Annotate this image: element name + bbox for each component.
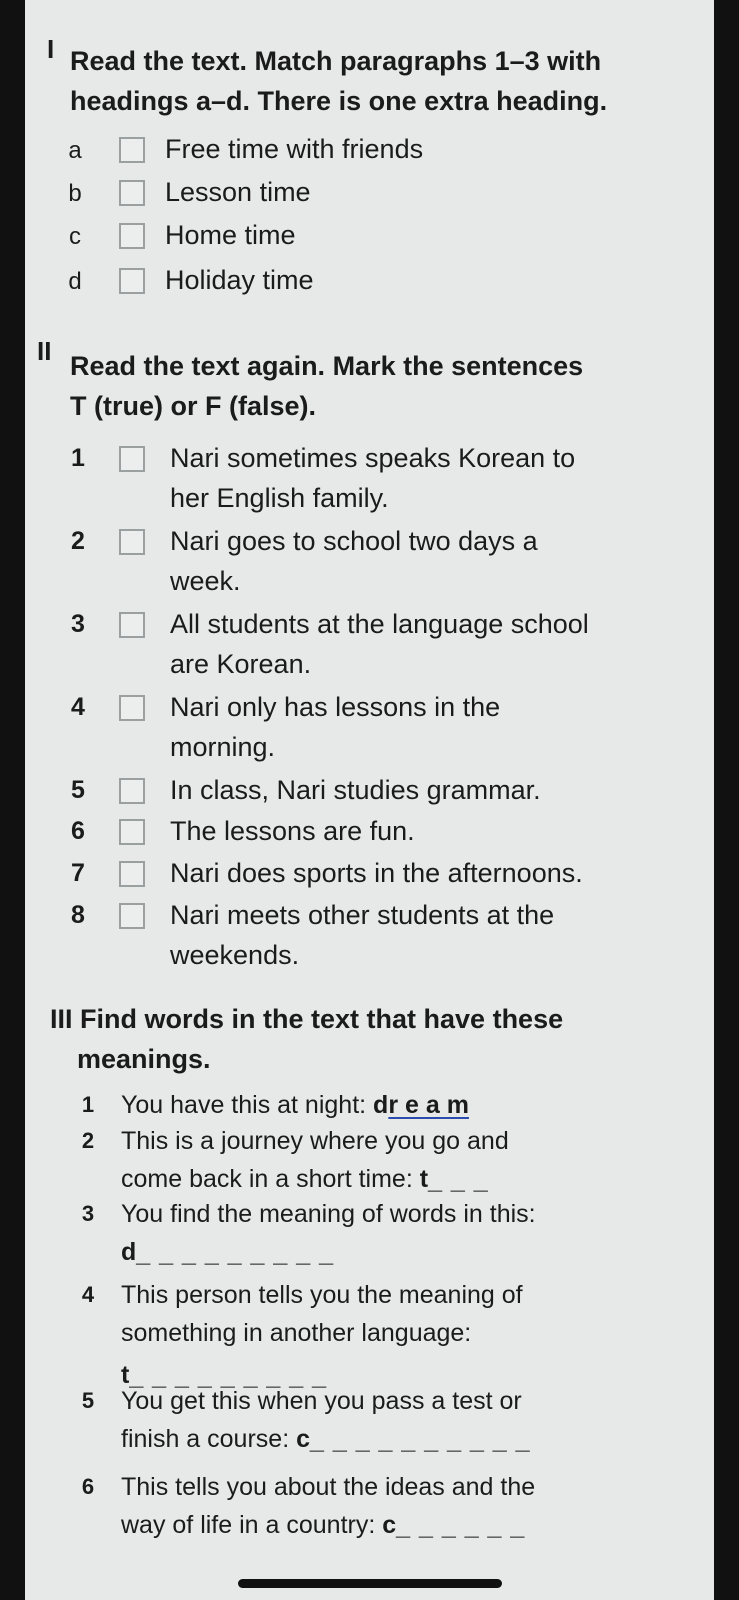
heading-option-c: [25, 214, 714, 256]
statement-text-line2: weekends.: [170, 940, 300, 970]
heading-option-b: [25, 171, 714, 213]
meaning-text-line1: You get this when you pass a test or: [121, 1387, 522, 1415]
meaning-6: [25, 1466, 714, 1550]
section-1-numeral: I: [47, 34, 55, 64]
home-indicator[interactable]: [238, 1579, 502, 1588]
option-letter: a: [68, 137, 82, 164]
meaning-text-line1: This tells you about the ideas and the: [121, 1473, 536, 1501]
meaning-number: 3: [81, 1201, 95, 1226]
section-1-instruction-line1: Read the text. Match paragraphs 1–3 with: [70, 46, 602, 76]
meaning-2: [25, 1120, 714, 1204]
statement-number: 4: [71, 693, 85, 721]
statement-number: 1: [71, 444, 85, 472]
start-letter: t: [121, 1361, 130, 1389]
tf-box[interactable]: [119, 529, 145, 555]
answer-box[interactable]: [119, 180, 145, 206]
filled-answer[interactable]: r e a m: [388, 1091, 469, 1119]
statement-text-line1: All students at the language school: [170, 609, 589, 639]
section-2-instruction-line2: T (true) or F (false).: [70, 391, 317, 421]
meaning-text-line1: You find the meaning of words in this:: [121, 1200, 536, 1228]
tf-box[interactable]: [119, 695, 145, 721]
meaning-5: [25, 1380, 714, 1464]
tf-box[interactable]: [119, 446, 145, 472]
statement-5: [25, 769, 714, 811]
start-letter: t: [419, 1165, 429, 1193]
section-1-instruction-line2: headings a–d. There is one extra heading.: [70, 86, 608, 116]
statement-number: 5: [71, 776, 85, 804]
meaning-number: 6: [81, 1474, 95, 1499]
tf-box[interactable]: [119, 819, 145, 845]
meaning-number: 2: [81, 1128, 95, 1153]
start-letter: c: [296, 1425, 310, 1453]
meaning-text-line2: [121, 1231, 334, 1273]
tf-box[interactable]: [119, 903, 145, 929]
statement-8: [25, 894, 714, 978]
worksheet-page: [25, 0, 714, 1600]
answer-blank[interactable]: _ _ _ _ _ _ _ _ _: [136, 1238, 334, 1266]
statement-text-line2: week.: [170, 566, 241, 596]
statement-1: [25, 437, 714, 521]
meaning-text-line2: come back in a short time: t_ _ _: [121, 1165, 489, 1193]
heading-option-d: [25, 259, 714, 301]
meaning-number: 4: [81, 1282, 95, 1307]
statement-text-line1: Nari only has lessons in the: [170, 692, 501, 722]
statement-number: 6: [71, 817, 85, 845]
statement-3: [25, 603, 714, 687]
statement-text-line1: Nari goes to school two days a: [170, 526, 538, 556]
option-text: Holiday time: [165, 265, 314, 295]
meaning-number: 1: [81, 1092, 95, 1117]
option-letter: b: [68, 180, 82, 207]
answer-box[interactable]: [119, 268, 145, 294]
answer-blank[interactable]: _ _ _ _ _ _ _ _ _ _: [310, 1425, 531, 1453]
meaning-text-line2: something in another language:: [121, 1319, 472, 1347]
meaning-text-line1: This is a journey where you go and: [121, 1127, 509, 1155]
statement-2: [25, 520, 714, 604]
tf-box[interactable]: [119, 612, 145, 638]
section-3-instruction-line2: meanings.: [77, 1044, 211, 1074]
answer-blank[interactable]: _ _ _ _ _ _: [396, 1511, 526, 1539]
statement-text-line1: Nari sometimes speaks Korean to: [170, 443, 576, 473]
statement-4: [25, 686, 714, 770]
section-2-instruction-line1: Read the text again. Mark the sentences: [70, 351, 584, 381]
statement-number: 2: [71, 527, 85, 555]
statement-6: [25, 810, 714, 852]
meaning-text-line2: way of life in a country: c_ _ _ _ _ _: [121, 1511, 526, 1539]
tf-box[interactable]: [119, 861, 145, 887]
meaning-number: 5: [81, 1388, 95, 1413]
statement-number: 3: [71, 610, 85, 638]
statement-text-line2: her English family.: [170, 483, 389, 513]
option-letter: c: [69, 223, 81, 250]
statement-text-line1: Nari meets other students at the: [170, 900, 555, 930]
meaning-text-line2: finish a course: c_ _ _ _ _ _ _ _ _ _: [121, 1425, 531, 1453]
section-2-numeral: II: [37, 336, 52, 366]
statement-text-line1: The lessons are fun.: [170, 816, 415, 846]
option-letter: d: [68, 268, 82, 295]
meaning-text: You have this at night: dr e a m: [121, 1091, 469, 1119]
statement-text-line1: In class, Nari studies grammar.: [170, 775, 541, 805]
section-3-numeral: III: [50, 1004, 73, 1034]
start-letter: c: [382, 1511, 397, 1539]
answer-box[interactable]: [119, 223, 145, 249]
meaning-3: [25, 1193, 714, 1277]
answer-blank[interactable]: _ _ _: [428, 1165, 489, 1193]
option-text: Free time with friends: [165, 134, 424, 164]
answer-blank[interactable]: _ _ _ _ _ _ _ _ _: [129, 1361, 328, 1389]
heading-option-a: [25, 128, 714, 170]
meaning-text-line1: This person tells you the meaning of: [121, 1281, 523, 1309]
option-text: Lesson time: [165, 177, 311, 207]
statement-text-line2: are Korean.: [170, 649, 312, 679]
statement-7: [25, 852, 714, 894]
option-text: Home time: [165, 220, 296, 250]
start-letter: d: [121, 1238, 137, 1266]
statement-text-line2: morning.: [170, 732, 276, 762]
section-3-instruction-line1: III Find words in the text that have these: [50, 1004, 564, 1034]
statement-number: 8: [71, 901, 85, 929]
statement-number: 7: [71, 859, 85, 887]
answer-box[interactable]: [119, 137, 145, 163]
statement-text-line1: Nari does sports in the afternoons.: [170, 858, 583, 888]
tf-box[interactable]: [119, 778, 145, 804]
start-letter: d: [373, 1091, 389, 1119]
